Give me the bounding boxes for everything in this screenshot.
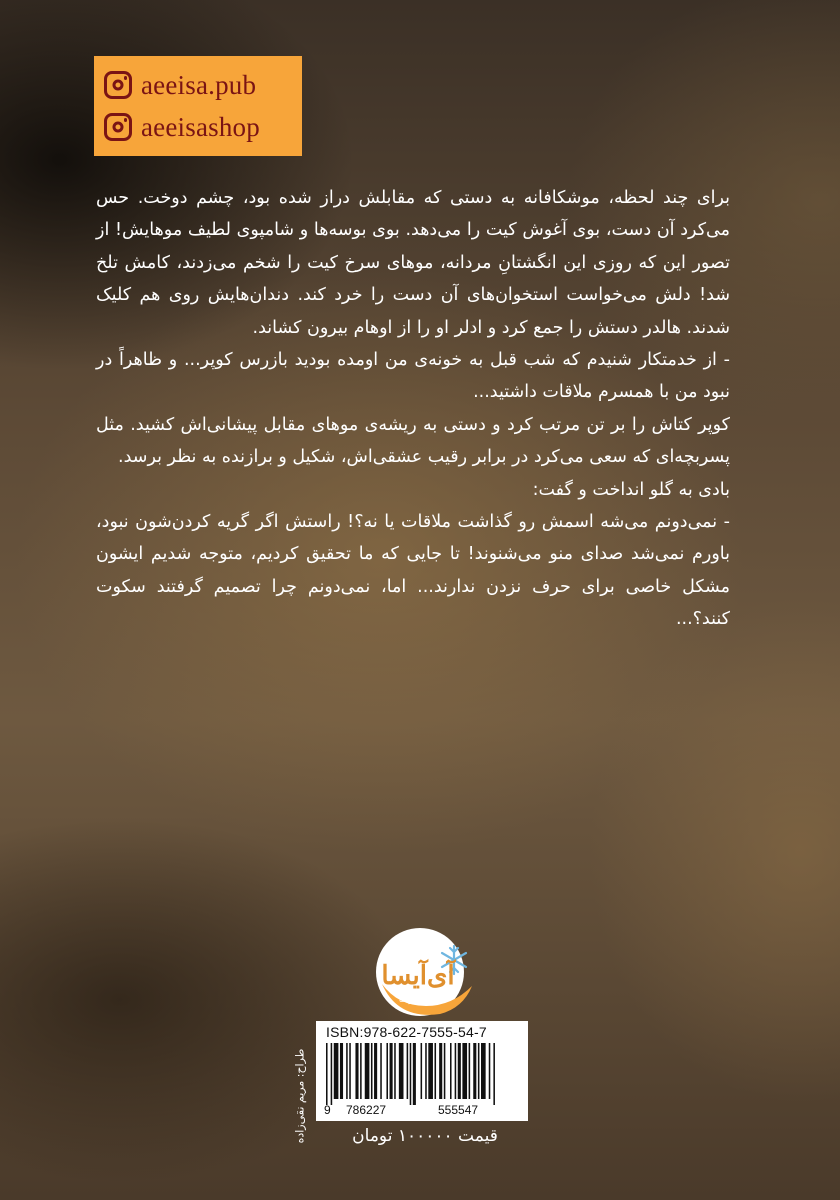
blurb-paragraph: بادی به گلو انداخت و گفت: bbox=[532, 479, 730, 500]
barcode-bar bbox=[413, 1043, 416, 1105]
logo-subtitle: انتشارات bbox=[398, 995, 430, 1004]
barcode-bar bbox=[478, 1043, 480, 1099]
instagram-handle: aeeisa.pub bbox=[141, 69, 257, 100]
instagram-account-row[interactable] bbox=[104, 66, 292, 104]
barcode-bar bbox=[380, 1043, 382, 1099]
instagram-shop-row[interactable] bbox=[104, 108, 292, 146]
back-cover-blurb bbox=[96, 182, 730, 636]
barcode-bar bbox=[374, 1043, 377, 1099]
barcode-bar bbox=[349, 1043, 351, 1099]
barcode-bar bbox=[355, 1043, 358, 1099]
instagram-icon bbox=[104, 71, 132, 99]
designer-credit: طراح: مریم نقی‌زاده bbox=[293, 1048, 307, 1144]
blurb-paragraph: - از خدمتکار شنیدم که شب قبل به خونه‌ی من اومده بودید بازرس کوپر... و ظاهراً در نبود من با همسرم ملاقات داشتید... bbox=[96, 350, 730, 403]
blurb-paragraph: کوپر کتاش را بر تن مرتب کرد و دستی به ریشه‌ی موهای مقابل پیشانی‌اش کشید. مثل پسربچه‌ای که سعی می‌کرد در برابر رقیب عشقی‌اش، شکیل و برازنده به نظر برسد. bbox=[96, 414, 730, 468]
barcode-bar bbox=[450, 1043, 452, 1099]
barcode-bar bbox=[334, 1043, 339, 1099]
barcode-bar bbox=[407, 1043, 409, 1099]
blurb-paragraph: برای چند لحظه، موشکافانه به دستی که مقابلش دراز شده بود، چشم دوخت. حس می‌کرد آن دست، بوی آغوش کیت را می‌دهد. بوی بوسه‌ها و شامپوی لطیف موهایش! از تصور این که روزی این انگشتانِ مردانه، موهای سرخ کیت را شخم می‌زدند، کامش تلخ شد! دلش می‌خواست استخوان‌های آن دست را خرد کند. دندان‌هایش روی هم کلیک شدند. هالدر دستش را جمع کرد و ادلر او را از اوهام بیرون کشاند. bbox=[96, 188, 730, 338]
logo-title: آی‌آیسا bbox=[381, 961, 455, 991]
isbn-label: ISBN:978-622-7555-54-7 bbox=[326, 1024, 487, 1040]
barcode-bar bbox=[462, 1043, 467, 1099]
barcode-bar bbox=[410, 1043, 412, 1105]
barcode-bar bbox=[394, 1043, 396, 1099]
barcode-bar bbox=[469, 1043, 471, 1099]
barcode-bar bbox=[428, 1043, 433, 1099]
barcode-bar bbox=[481, 1043, 486, 1099]
barcode-bar bbox=[346, 1043, 348, 1099]
barcode-bars bbox=[322, 1043, 522, 1105]
barcode-bar bbox=[365, 1043, 370, 1099]
publisher-logo bbox=[368, 922, 478, 1022]
barcode-bar bbox=[326, 1043, 328, 1105]
isbn-barcode bbox=[316, 1021, 528, 1121]
barcode-lead-digit: 9 bbox=[324, 1103, 331, 1117]
barcode-bar bbox=[360, 1043, 362, 1099]
instagram-icon bbox=[104, 113, 132, 141]
instagram-shop-handle: aeeisashop bbox=[141, 111, 260, 142]
barcode-bar bbox=[340, 1043, 343, 1099]
barcode-bar bbox=[390, 1043, 393, 1099]
barcode-bar bbox=[473, 1043, 476, 1099]
barcode-bar bbox=[439, 1043, 442, 1099]
blurb-paragraph: - نمی‌دونم می‌شه اسمش رو گذاشت ملاقات یا نه؟! راستش اگر گریه کردن‌شون نبود، باورم نمی‌شد صدای منو می‌شنوند! تا جایی که ما تحقیق کردیم، متوجه شدیم ایشون مشکل خاصی برای حرف نزدن ندارند... اما، نمی‌دونم چرا تصمیم گرفتند سکوت کنند؟... bbox=[96, 512, 730, 630]
barcode-right-digits: 555547 bbox=[438, 1103, 479, 1117]
barcode-bar bbox=[421, 1043, 423, 1099]
barcode-bar bbox=[493, 1043, 495, 1105]
barcode-left-digits: 786227 bbox=[346, 1103, 387, 1117]
barcode-bar bbox=[425, 1043, 427, 1099]
price-label: قیمت ۱۰۰۰۰۰ تومان bbox=[352, 1126, 498, 1146]
barcode-bar bbox=[386, 1043, 388, 1099]
barcode-bar bbox=[489, 1043, 491, 1099]
barcode-bar bbox=[331, 1043, 333, 1105]
barcode-bar bbox=[444, 1043, 446, 1099]
social-accounts-box bbox=[94, 56, 302, 156]
barcode-bar bbox=[458, 1043, 461, 1099]
barcode-bar bbox=[371, 1043, 373, 1099]
barcode-bar bbox=[435, 1043, 437, 1099]
barcode-bar bbox=[399, 1043, 404, 1099]
barcode-bar bbox=[455, 1043, 457, 1099]
